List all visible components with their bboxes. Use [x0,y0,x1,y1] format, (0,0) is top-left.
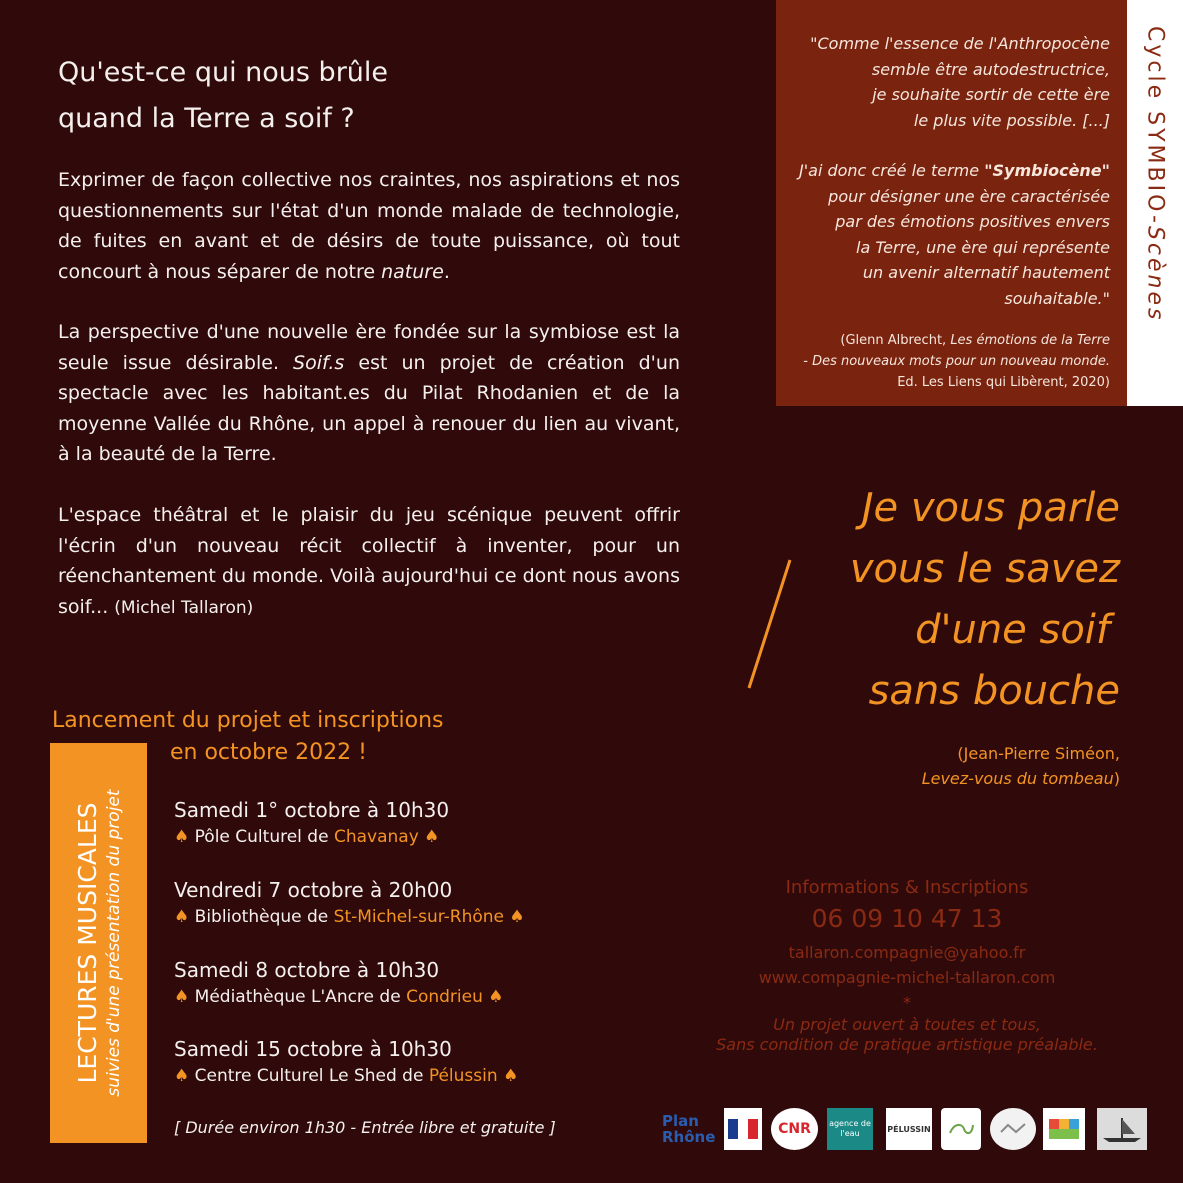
spade-icon: ♠ [174,987,190,1007]
paragraph-2-start: La perspective d'une nouvelle ère fondée sur la symbiose est la seule issue désirable. [58,321,680,374]
event-item [174,796,449,850]
quote-block-1 [810,31,1110,133]
lectures-musicales-box [50,743,147,1143]
event-item [174,956,504,1010]
event-place [174,1063,518,1089]
paragraph-2-end: est un projet de création d'un spectacle avec les habitant.es du Pilat Rhodanien et de la moyenne Vallée du Rhône, un appel à renouer du lien au vivant, à la beauté de la Terre. [58,351,680,465]
event-item [174,876,525,930]
lectures-musicales-label [73,789,125,1096]
info-heading: Informations & Inscriptions [785,877,1029,898]
info-block [700,874,1114,1055]
launch-line-2: en octobre 2022 ! [170,740,367,765]
info-email[interactable]: tallaron.compagnie@yahoo.fr [788,943,1026,962]
lectures-title: LECTURES MUSICALES [72,802,102,1084]
event-date: Samedi 15 octobre à 10h30 [174,1037,452,1061]
paragraph-3-text: L'espace théâtral et le plaisir du jeu scénique peuvent offrir l'écrin d'un nouveau récit collectif à inventer, pour un réenchantement du monde. Voilà aujourd'hui ce dont nous avons soif... [58,504,680,618]
event-place [174,904,525,930]
event-venue: Centre Culturel Le Shed de [194,1066,424,1086]
paragraph-1-end: . [443,260,450,283]
lectures-subtitle: suivies d'une présentation du projet [103,789,124,1097]
spade-icon: ♠ [174,1066,190,1086]
event-item [174,1035,518,1089]
plan-rhone-logo-line-1: Plan [662,1112,699,1130]
cycle-title-prefix: Cycle SYMBIO- [1142,26,1168,226]
quote-line: semble être autodestructrice, [871,59,1110,79]
quote-line: "Comme l'essence de l'Anthropocène [810,34,1110,53]
colorful-icon [1047,1116,1081,1142]
quote-line: un avenir alternatif hautement [862,263,1110,282]
info-phone[interactable]: 06 09 10 47 13 [811,904,1003,933]
poem-source [922,741,1120,791]
event-date: Samedi 8 octobre à 10h30 [174,958,440,982]
event-venue: Pôle Culturel de [194,827,329,847]
paragraph-2-italic: Soif.s [293,351,345,374]
poem-line: sans bouche [868,668,1120,714]
spade-icon: ♠ [424,827,440,847]
spade-icon: ♠ [488,987,504,1007]
pelussin-logo: PÉLUSSIN [886,1108,932,1150]
troisieme-reve-logo [1097,1108,1147,1150]
cnr-logo: CNR [771,1108,818,1150]
poem [850,478,1120,722]
partner-logo [941,1108,981,1150]
quote-source-subtitle: - Des nouveaux mots pour un nouveau monde. [803,354,1110,369]
quote-line-prefix: J'ai donc créé le terme [799,161,980,180]
plan-rhone-logo [662,1108,716,1150]
colorful-partner-logo [1043,1108,1085,1150]
quote-line: pour désigner une ère caractérisée [828,186,1110,206]
event-place [174,824,449,850]
quote-line [799,286,1110,312]
poem-work-close: ) [1113,769,1120,788]
quote-source-title: Les émotions de la Terre [950,333,1110,348]
event-town: Condrieu [406,987,483,1007]
quote-line: la Terre, une ère qui représente [856,237,1110,257]
info-note-1: Un projet ouvert à toutes et tous, [773,1015,1041,1034]
poem-line: Je vous parle [861,485,1120,531]
cycle-title-suffix: Scènes [1142,225,1168,323]
headline [58,50,698,142]
quote-line: par des émotions positives envers [835,212,1110,231]
spade-icon: ♠ [174,827,190,847]
duration-note: [ Durée environ 1h30 - Entrée libre et gratuite ] [174,1118,556,1137]
spade-icon: ♠ [503,1066,519,1086]
quote-close-mark: " [1102,288,1110,308]
event-venue: Médiathèque L'Ancre de [194,987,401,1007]
info-website[interactable]: www.compagnie-michel-tallaron.com [758,968,1056,987]
info-note-2: Sans condition de pratique artistique préalable. [716,1035,1098,1054]
intro-paragraph-1 [58,165,680,287]
paragraph-1-italic: nature [381,260,444,283]
quote-source-author: (Glenn Albrecht, [840,333,947,348]
symbiocene-term: "Symbiocène" [984,161,1110,180]
quote-source-edition: Ed. Les Liens qui Libèrent, 2020) [897,375,1110,390]
cycle-strip [1127,0,1183,406]
quote-line [799,158,1110,184]
partner-round-logo [990,1108,1036,1150]
poem-author: (Jean-Pierre Siméon, [957,744,1120,763]
paragraph-1-text: Exprimer de façon collective nos craintes, nos aspirations et nos questionnements sur l'état d'un monde malade de technologie, de fuites en avant et de désirs de toute puissance, où tout concourt à nous séparer de notre [58,169,680,283]
spade-icon: ♠ [509,907,525,927]
quote-line: je souhaite sortir de cette ère [872,85,1110,104]
poem-line: vous le savez [849,546,1120,592]
swirl-icon [946,1119,976,1139]
republique-francaise-logo [724,1108,762,1150]
plan-rhone-logo-line-2: Rhône [662,1128,716,1146]
intro-paragraph-3 [58,500,680,623]
event-date: Vendredi 7 octobre à 20h00 [174,878,453,902]
event-date: Samedi 1° octobre à 10h30 [174,798,450,822]
event-town: St-Michel-sur-Rhône [333,907,504,927]
spade-icon: ♠ [174,907,190,927]
info-star: * [903,993,911,1012]
agence-eau-logo: agence de l'eau [827,1108,873,1150]
quote-source [803,330,1110,393]
quote-last-word: souhaitable. [1004,288,1103,308]
poem-work: Levez-vous du tombeau [921,769,1114,788]
event-venue: Bibliothèque de [194,907,329,927]
quote-line: le plus vite possible. [...] [913,110,1110,130]
event-town: Pélussin [428,1066,498,1086]
intro-paragraph-2 [58,317,680,470]
event-town: Chavanay [333,827,419,847]
quote-block-2 [799,158,1110,311]
albrecht-quote-box [776,0,1127,406]
launch-line-1: Lancement du projet et inscriptions [52,708,444,733]
paragraph-3-author: (Michel Tallaron) [114,597,254,618]
cycle-title [1143,26,1168,323]
ship-icon [1099,1114,1145,1144]
quote-source-line-1 [803,330,1110,351]
headline-line-2: quand la Terre a soif ? [58,103,355,134]
event-place [174,984,504,1010]
headline-line-1: Qu'est-ce qui nous brûle [58,57,389,88]
abstract-icon [998,1120,1028,1138]
poem-line: d'une soif [915,607,1110,653]
french-flag-icon [728,1119,758,1139]
